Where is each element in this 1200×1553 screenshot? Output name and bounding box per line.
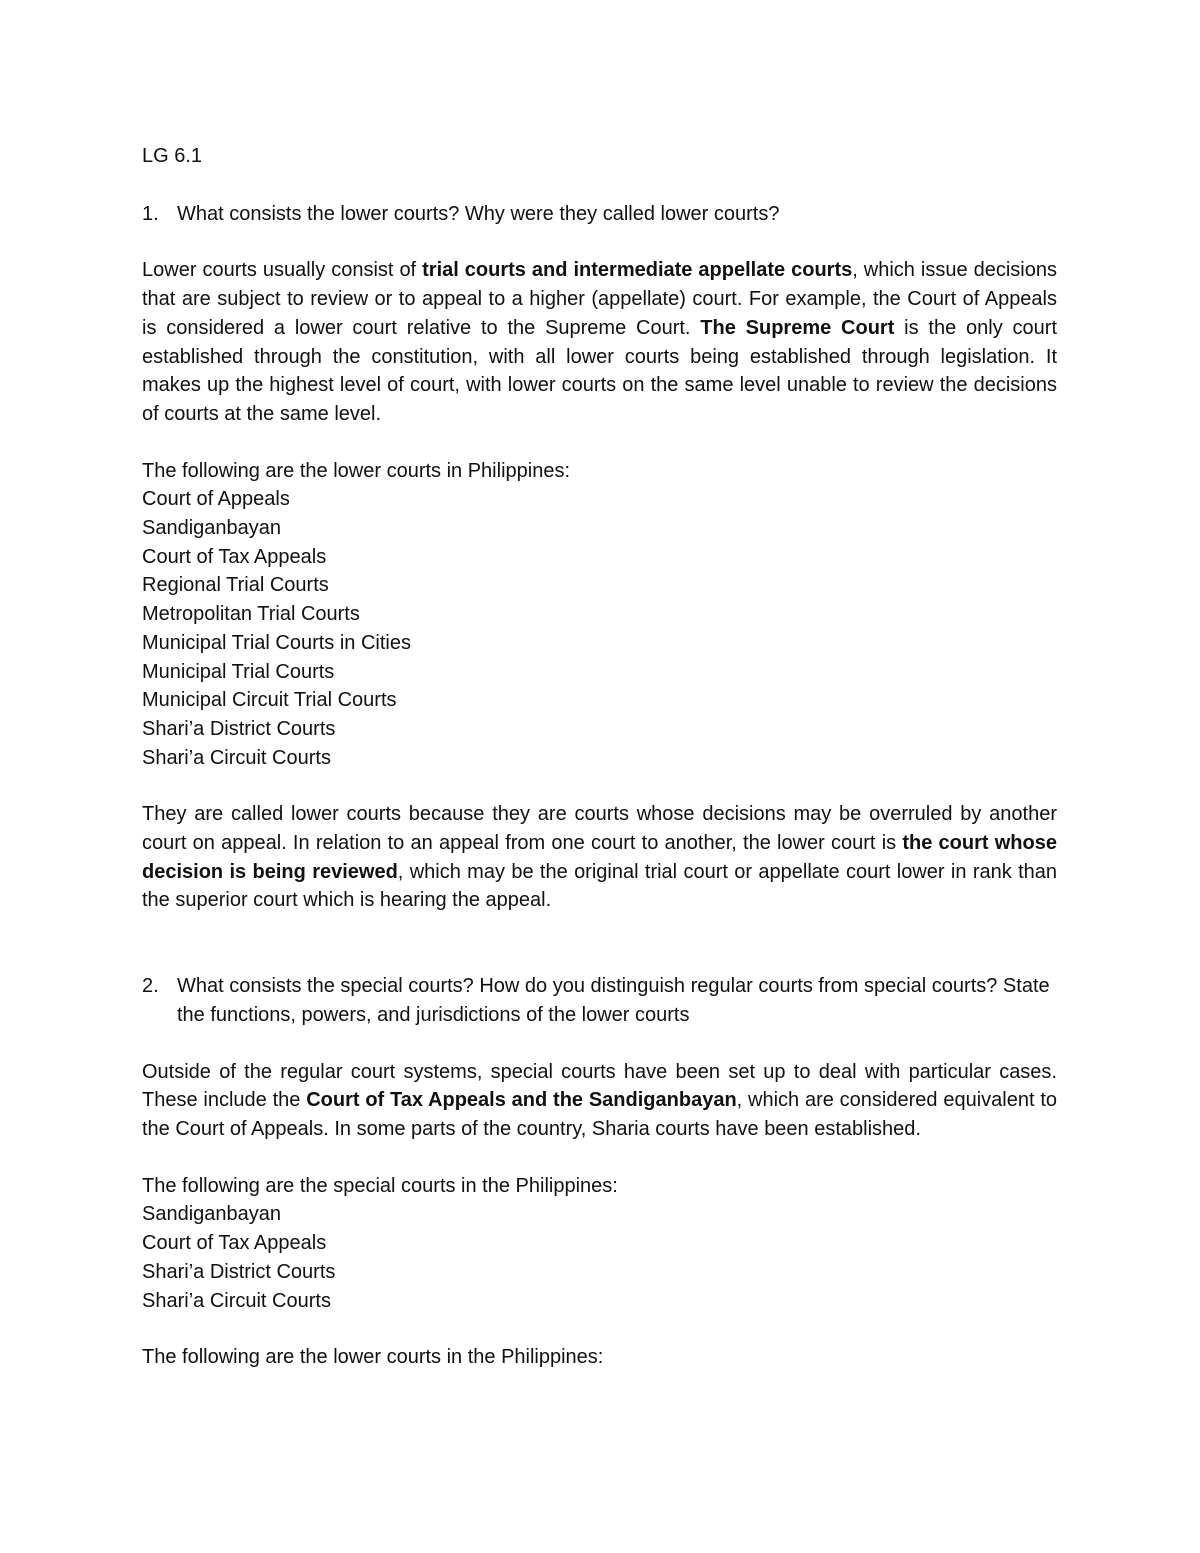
list-item: Court of Appeals — [142, 488, 290, 511]
lower-courts-intro: The following are the lower courts in Philippines: — [142, 459, 570, 482]
list-item: Regional Trial Courts — [142, 574, 329, 597]
list-item: Sandiganbayan — [142, 1203, 282, 1226]
lower-courts-intro-2: The following are the lower courts in the Philippines: — [142, 1346, 604, 1369]
question-1 — [142, 200, 1057, 229]
answer-1-bold-b: The Supreme Court — [700, 316, 895, 339]
list-item: Metropolitan Trial Courts — [142, 603, 360, 626]
answer-1b-text-a: They are called lower courts because they are courts whose decisions may be overruled by another court on appeal. In relation to an appeal from one court to another, the lower court is — [142, 803, 1057, 855]
special-courts-list — [142, 1200, 1057, 1315]
list-item: Sandiganbayan — [142, 517, 282, 540]
answer-1b-paragraph — [142, 800, 1057, 915]
list-item: Shari’a District Courts — [142, 717, 336, 740]
list-item: Municipal Trial Courts — [142, 660, 335, 683]
list-item: Shari’a Circuit Courts — [142, 1289, 331, 1312]
document-title: LG 6.1 — [142, 145, 203, 167]
list-item: Municipal Circuit Trial Courts — [142, 689, 397, 712]
question-2 — [142, 972, 1057, 1029]
list-item: Shari’a Circuit Courts — [142, 746, 331, 769]
answer-1-paragraph — [142, 256, 1057, 428]
answer-1b-bold: the court whose decision is being reviewed — [142, 832, 1057, 883]
lower-courts-list — [142, 485, 1057, 772]
list-item: Shari’a District Courts — [142, 1260, 336, 1283]
answer-1b-text-c: , which may be the original trial court or appellate court lower in rank than the superior court which is hearing the appeal. — [142, 860, 1057, 912]
question-2-text: What consists the special courts? How do you distinguish regular courts from special courts? State the functions, powers, and jurisdictions of the lower courts — [177, 975, 1050, 1026]
list-item: Municipal Trial Courts in Cities — [142, 631, 411, 654]
answer-1-text-a: Lower courts usually consist of — [142, 259, 423, 282]
answer-1-text-c: , which issue decisions that are subject to review or to appeal to a higher (appellate) court. For example, the Court of Appeals is considered a lower court relative to the Supreme Court. — [142, 259, 1057, 339]
question-1-text: What consists the lower courts? Why were they called lower courts? — [177, 202, 780, 225]
list-item: Court of Tax Appeals — [142, 1232, 327, 1255]
answer-2-text-c: , which are considered equivalent to the Court of Appeals. In some parts of the country, Sharia courts have been established. — [142, 1089, 1057, 1140]
answer-2-paragraph — [142, 1058, 1057, 1144]
question-1-number: 1. — [142, 202, 159, 225]
list-item: Court of Tax Appeals — [142, 545, 327, 568]
answer-1-bold-a: trial courts and intermediate appellate courts — [422, 259, 853, 282]
answer-1-text-e: is the only court established through the constitution, with all lower courts being established through legislation. It makes up the highest level of court, with lower courts on the same level unable to review the decisions of courts at the same level. — [142, 316, 1057, 425]
answer-2-bold: Court of Tax Appeals and the Sandiganbayan — [306, 1089, 737, 1112]
question-2-number: 2. — [142, 975, 159, 998]
document-body — [142, 142, 1057, 1372]
answer-2-text-a: Outside of the regular court systems, special courts have been set up to deal with particular cases. These include the — [142, 1060, 1057, 1112]
special-courts-intro: The following are the special courts in the Philippines: — [142, 1174, 618, 1197]
